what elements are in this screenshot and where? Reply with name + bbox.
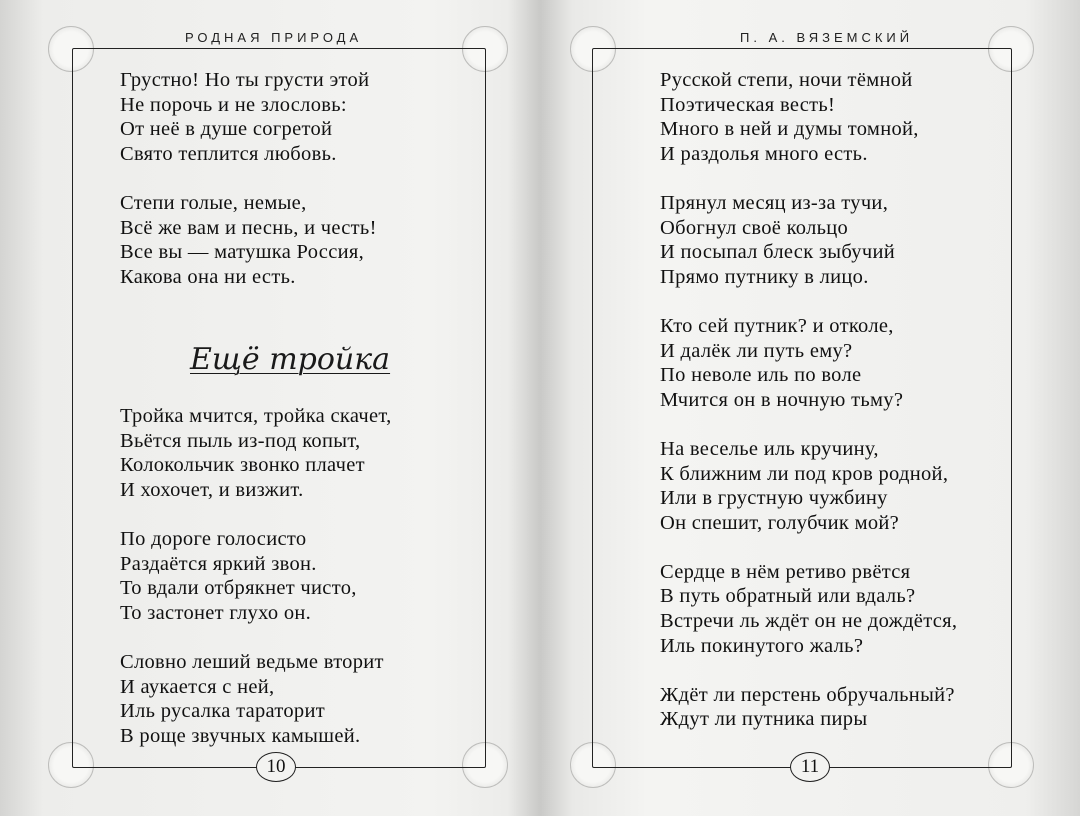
verse-line: В роще звучных камышей. (120, 724, 361, 747)
verse-line: По неволе иль по воле (660, 364, 862, 387)
verse-line: Колокольчик звонко плачет (120, 454, 365, 477)
text-block-2 (120, 404, 392, 773)
stanza (660, 191, 957, 289)
page-number: 10 (256, 752, 296, 782)
verse-line: Сердце в нём ретиво рвётся (660, 560, 911, 583)
verse-line: И аукается с ней, (120, 675, 275, 698)
verse-line: Обогнул своё кольцо (660, 216, 849, 239)
stanza (660, 437, 957, 535)
running-header: П. А. ВЯЗЕМСКИЙ (740, 30, 914, 45)
verse-line: Кто сей путник? и отколе, (660, 314, 894, 337)
verse-line: Какова она ни есть. (120, 265, 296, 288)
verse-line: Иль русалка тараторит (120, 700, 326, 723)
verse-line: Ждут ли путника пиры (660, 708, 868, 731)
verse-line: По дороге голосисто (120, 527, 307, 550)
verse-line: Степи голые, немые, (120, 191, 307, 214)
verse-line: Грустно! Но ты грусти этой (120, 69, 370, 91)
verse-line: И далёк ли путь ему? (660, 339, 853, 362)
verse-line: И посыпал блеск зыбучий (660, 241, 896, 264)
stanza (660, 314, 957, 412)
verse-line: И хохочет, и визжит. (120, 478, 304, 501)
verse-line: Поэтическая весть! (660, 93, 836, 116)
verse-line: К ближним ли под кров родной, (660, 462, 949, 485)
text-block (660, 68, 957, 757)
stanza (120, 191, 377, 289)
stanza (660, 560, 957, 658)
verse-line: Русской степи, ночи тёмной (660, 69, 913, 91)
verse-line: От неё в душе согретой (120, 118, 333, 141)
verse-line: Прянул месяц из-за тучи, (660, 191, 889, 214)
verse-line: Встречи ль ждёт он не дождётся, (660, 610, 958, 633)
page-number: 11 (790, 752, 830, 782)
verse-line: То вдали отбрякнет чисто, (120, 577, 357, 600)
text-block-1 (120, 68, 377, 314)
verse-line: Много в ней и думы томной, (660, 118, 919, 141)
verse-line: Словно леший ведьме вторит (120, 650, 384, 673)
verse-line: То застонет глухо он. (120, 601, 312, 624)
verse-line: Он спешит, голубчик мой? (660, 511, 900, 534)
stanza (120, 404, 392, 502)
stanza (660, 683, 957, 732)
stanza (120, 68, 377, 166)
verse-line: Ждёт ли перстень обручальный? (660, 683, 955, 706)
verse-line: И раздолья много есть. (660, 142, 868, 165)
verse-line: Тройка мчится, тройка скачет, (120, 405, 392, 427)
verse-line: Не порочь и не злословь: (120, 93, 347, 116)
running-header: РОДНАЯ ПРИРОДА (185, 30, 363, 45)
stanza (120, 650, 392, 748)
stanza (120, 527, 392, 625)
verse-line: Раздаётся яркий звон. (120, 552, 317, 575)
verse-line: В путь обратный или вдаль? (660, 585, 916, 608)
right-page (540, 0, 1080, 816)
verse-line: Все вы — матушка Россия, (120, 241, 365, 264)
verse-line: Всё же вам и песнь, и честь! (120, 216, 377, 239)
verse-line: На веселье иль кручину, (660, 437, 879, 460)
verse-line: Мчится он в ночную тьму? (660, 388, 904, 411)
verse-line: Вьётся пыль из-под копыт, (120, 429, 361, 452)
verse-line: Или в грустную чужбину (660, 487, 888, 510)
verse-line: Иль покинутого жаль? (660, 634, 864, 657)
verse-line: Прямо путнику в лицо. (660, 265, 869, 288)
poem-title: Ещё тройка (190, 342, 391, 377)
stanza (660, 68, 957, 166)
verse-line: Свято теплится любовь. (120, 142, 337, 165)
